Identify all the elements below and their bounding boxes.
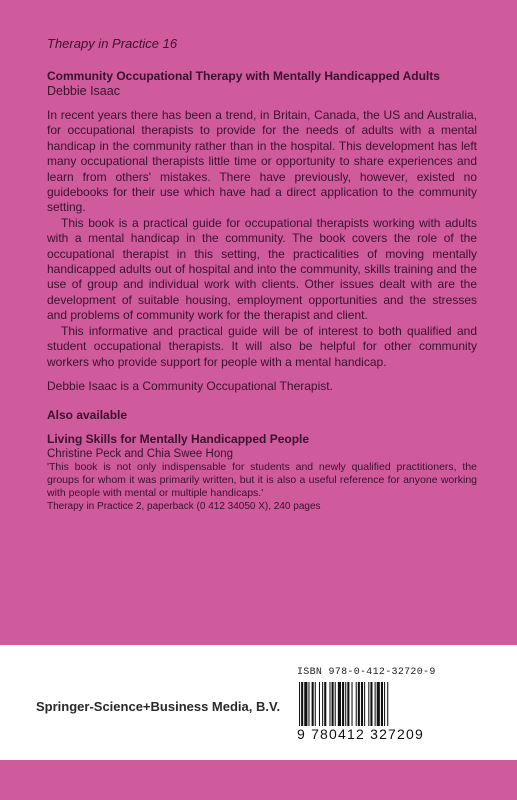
barcode-icon [297,682,447,726]
barcode-digits: 9 780412 327209 [297,726,424,742]
blurb [47,108,477,394]
also-available-authors: Christine Peck and Chia Swee Hong [47,448,234,461]
publisher-name: Springer-Science+Business Media, B.V. [36,699,281,714]
also-available-title: Living Skills for Mentally Handicapped People [47,432,310,447]
blurb-paragraph-3: This informative and practical guide will be of interest to both qualified and student occupational therapists. It will also be helpful for other community workers who provide support for people with a mental handicap. [47,323,477,369]
also-available-details: Therapy in Practice 2, paperback (0 412 34050 X), 240 pages [47,501,321,513]
author-bio: Debbie Isaac is a Community Occupational Therapist. [47,378,333,393]
also-available-quote: 'This book is not only indispensable for students and newly qualified practitioners, the groups for whom it was primarily written, but it is also a useful reference for anyone working with people with mental or multiple handicaps.' [47,461,477,499]
book-title: Community Occupational Therapy with Mentally Handicapped Adults [47,69,440,83]
isbn-label: ISBN 978-0-412-32720-9 [297,667,436,678]
book-author: Debbie Isaac [47,84,120,98]
blurb-paragraph-2: This book is a practical guide for occupational therapists working with adults with a mental handicap in the community. The book covers the role of the occupational therapist in this setting, the practicalities of moving mentally handicapped adults out of hospital and into the community, skills training and the use of group and individual work with clients. Other issues dealt with are the development of suitable housing, employment opportunities and the stresses and problems of community work for the therapist and client. [47,215,477,323]
cover-text-block [47,36,477,512]
blurb-paragraph-1: In recent years there has been a trend, in Britain, Canada, the US and Australia, for occupational therapists to provide for the needs of adults with a mental handicap in the community rather than in the hospital. This development has left many occupational therapists little time or opportunity to share experiences and learn from others' mistakes. There have previously, however, existed no guidebooks for their use which have had a direct application to the community setting. [47,108,477,215]
series-name: Therapy in Practice 16 [47,36,178,51]
also-available-heading: Also available [47,408,128,423]
publisher-panel [0,645,517,760]
